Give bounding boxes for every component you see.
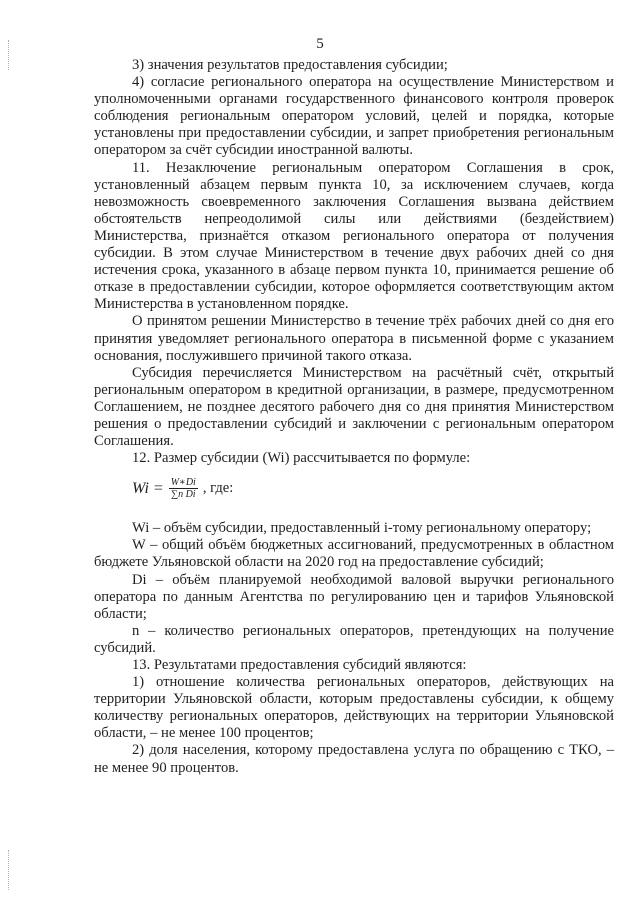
paragraph-results-values: 3) значения результатов предоставления субсидии; — [132, 57, 448, 73]
paragraph-clause-11: 11. Незаключение региональным оператором Соглашения в срок, установленный абзацем первым пункта 10, за исключением случаев, когда невозможность своевременного заключения Соглашения вызвана действием обстоятельств непреодолимой силы или действиями (бездействием) Министерства, признаётся отказом регионального оператора от получения субсидии. В этом случае Министерством в течение двух рабочих дней со дня истечения срока, указанного в абзаце первом пункта 10, принимается решение об отказе в предоставлении субсидии, которое оформляется соответствующим актом Министерства в установленном порядке. — [94, 159, 614, 313]
subsidy-formula — [132, 477, 614, 500]
paragraph-subsidy-transfer: Субсидия перечисляется Министерством на расчётный счёт, открытый региональным оператором в кредитной организации, в размере, предусмотренном Соглашением, не позднее десятого рабочего дня со дня принятия Министерством решения о предоставлении субсидий и заключении с региональным оператором Соглашения. — [94, 364, 614, 450]
formula-fraction — [169, 477, 198, 500]
formula-numerator: W∗Di — [170, 477, 196, 489]
definition-di: Di – объём планируемой необходимой валовой выручки регионального оператора по данным Агентства по регулированию цен и тарифов Ульяновской области; — [94, 571, 614, 622]
page-number: 5 — [316, 36, 324, 52]
formula-denominator: ∑n Di — [170, 489, 196, 501]
result-indicator-2: 2) доля населения, которому предоставлена услуга по обращению с ТКО, – не менее 90 процентов. — [94, 742, 614, 776]
paragraph-clause-13: 13. Результатами предоставления субсидий являются: — [132, 657, 467, 673]
margin-scan-mark-bottom — [8, 850, 10, 890]
formula-lhs: Wi = — [132, 480, 164, 498]
formula-suffix: , где: — [202, 480, 234, 497]
paragraph-operator-consent: 4) согласие регионального оператора на осуществление Министерством и уполномоченными органами государственного финансового контроля проверок соблюдения региональным оператором условий, целей и порядка, которые установлены при предоставлении субсидии, и запрет приобретения региональным оператором за счёт субсидии иностранной валюты. — [94, 74, 614, 159]
document-body — [94, 57, 614, 777]
paragraph-decision-notice: О принятом решении Министерство в течение трёх рабочих дней со дня его принятия уведомляет регионального оператора в письменной форме с указанием основания, послужившего причиной такого отказа. — [94, 313, 614, 364]
definition-n: n – количество региональных операторов, претендующих на получение субсидий. — [94, 622, 614, 656]
definition-wi: Wi – объём субсидии, предоставленный i-тому региональному оператору; — [132, 520, 592, 537]
paragraph-clause-12: 12. Размер субсидии (Wi) рассчитывается по формуле: — [132, 450, 471, 467]
margin-scan-mark-top — [8, 40, 10, 70]
definition-w: W – общий объём бюджетных ассигнований, предусмотренных в областном бюджете Ульяновской области на 2020 год на предоставление субсидий; — [94, 537, 614, 571]
result-indicator-1: 1) отношение количества региональных операторов, действующих на территории Ульяновской области, которым предоставлены субсидии, к общему количеству региональных операторов, действующих на территории Ульяновской области, – не менее 100 процентов; — [94, 674, 614, 742]
